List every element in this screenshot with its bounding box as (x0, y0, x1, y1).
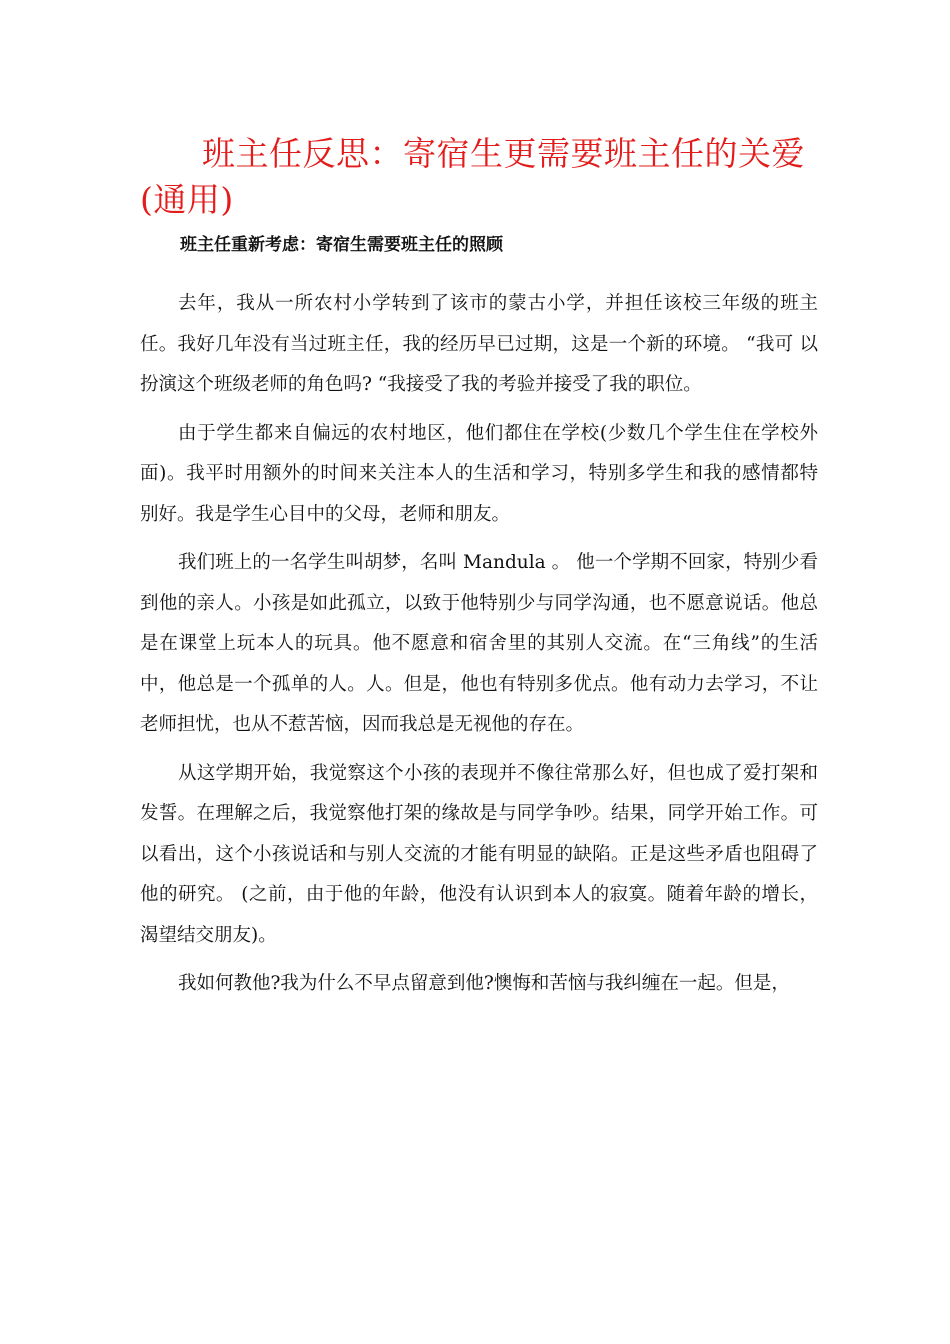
paragraph-5: 我如何教他?我为什么不早点留意到他?懊悔和苦恼与我纠缠在一起。但是， (178, 973, 790, 994)
paragraph-4: 从这学期开始，我觉察这个小孩的表现并不像往常那么好，但也成了爱打架和发誓。在理解之后，我觉察他打架的缘故是与同学争吵。结果，同学开始工作。可以看出，这个小孩说话和与别人交流的才能有明显的缺陷。正是这些矛盾也阻碍了他的研究。 (之前，由于他的年龄，他没有认识到本人的寂寞。随着年龄的增长， 渴望结交朋友)。 (140, 762, 818, 946)
paragraph-2: 由于学生都来自偏远的农村地区，他们都住在学校(少数几个学生住在学校外面)。我平时用额外的时间来关注本人的生活和学习，特别多学生和我的感情都特 别好。我是学生心目中的父母，老师和朋友。 (140, 422, 818, 525)
paragraph-1: 去年，我从一所农村小学转到了该市的蒙古小学，并担任该校三年级的班主任。我好几年没有当过班主任，我的经历早已过期，这是一个新的环境。 “我可 以扮演这个班级老师的角色吗? “我接受了我的考验并接受了我的职位。 (140, 293, 818, 395)
document-title: 班主任反思：寄宿生更需要班主任的关爱(通用) (140, 134, 805, 219)
document-body (140, 284, 818, 1013)
document-subtitle: 班主任重新考虑：寄宿生需要班主任的照顾 (180, 235, 503, 255)
paragraph-3: 我们班上的一名学生叫胡梦，名叫 Mandula 。 他一个学期不回家，特别少看 到他的亲人。小孩是如此孤立，以致于他特别少与同学沟通，也不愿意说话。他总 是在课堂上玩本人的玩具。他不愿意和宿舍里的其别人交流。在“三角线”的生活 中，他总是一个孤单的人。人。但是，他也有特别多优点。他有动力去学习，不让 老师担忧，也从不惹苦恼，因而我总是无视他的存在。 (140, 552, 818, 735)
